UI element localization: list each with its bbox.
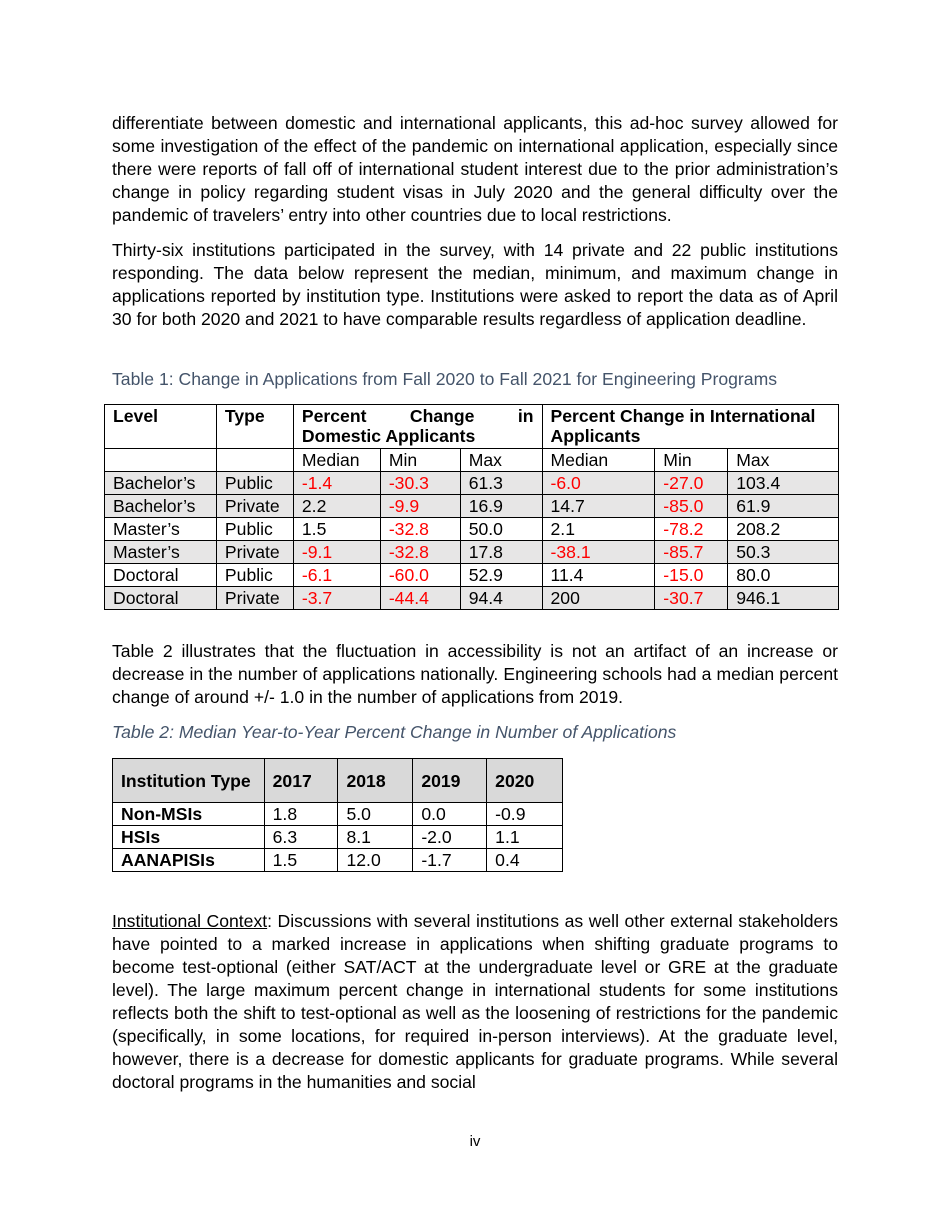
paragraph-intro: differentiate between domestic and international applicants, this ad-hoc survey allowed for some investigation of the effect of the pandemic on international application, especially since there were reports of fall off of international student interest due to the prior administration’s change in policy regarding student visas in July 2020 and the general difficulty over the pandemic of travelers’ entry into other countries due to local restrictions. (112, 113, 838, 225)
table1-cell: -60.0 (380, 564, 460, 587)
table1-subheader: Max (728, 449, 839, 472)
table1-cell: 946.1 (728, 587, 839, 610)
table1-caption: Table 1: Change in Applications from Fall 2020 to Fall 2021 for Engineering Programs (112, 369, 778, 389)
table1-cell: 2.1 (542, 518, 655, 541)
table-row (105, 518, 839, 541)
table1-subheader-row (105, 449, 839, 472)
table1-subheader-empty (216, 449, 293, 472)
table1-cell-level: Doctoral (105, 564, 217, 587)
table1-cell-level: Doctoral (105, 587, 217, 610)
table1-cell-level: Master’s (105, 518, 217, 541)
table-row (105, 472, 839, 495)
table1-cell: 80.0 (728, 564, 839, 587)
table1-cell: 50.3 (728, 541, 839, 564)
paragraph-institutional-context (112, 910, 838, 1094)
table-row (105, 587, 839, 610)
table1-header-domestic: Percent Change in Domestic Applicants (293, 405, 542, 449)
page-number: iv (469, 1133, 481, 1150)
table1-cell-type: Public (216, 564, 293, 587)
table1-cell: 50.0 (460, 518, 542, 541)
table2 (112, 758, 563, 872)
table2-cell: 1.8 (264, 803, 338, 826)
table1-cell: 61.9 (728, 495, 839, 518)
table1-cell: -1.4 (293, 472, 380, 495)
table1-cell: 2.2 (293, 495, 380, 518)
table2-cell: 1.5 (264, 849, 338, 872)
table1-cell: 17.8 (460, 541, 542, 564)
table-row (113, 826, 563, 849)
paragraph-survey: Thirty-six institutions participated in the survey, with 14 private and 22 public institutions responding. The data below represent the median, minimum, and maximum change in applications reported by institution type. Institutions were asked to report the data as of April 30 for both 2020 and 2021 to have comparable results regardless of application deadline. (112, 240, 838, 329)
table1-cell: 208.2 (728, 518, 839, 541)
table1-cell: -30.3 (380, 472, 460, 495)
table1-subheader: Median (542, 449, 655, 472)
table1-cell-type: Public (216, 472, 293, 495)
table2-caption: Table 2: Median Year-to-Year Percent Change in Number of Applications (112, 722, 677, 742)
table1-cell: -85.7 (655, 541, 728, 564)
table1-cell: 11.4 (542, 564, 655, 587)
table1-cell: 16.9 (460, 495, 542, 518)
table2-cell-type: Non-MSIs (113, 803, 265, 826)
table1-cell: -27.0 (655, 472, 728, 495)
table-row (113, 849, 563, 872)
table1-cell: -9.9 (380, 495, 460, 518)
table1-cell: -32.8 (380, 518, 460, 541)
table1-cell: 14.7 (542, 495, 655, 518)
table1-cell: -85.0 (655, 495, 728, 518)
table2-header-type: Institution Type (113, 759, 265, 803)
table1-cell-type: Private (216, 541, 293, 564)
table2-cell-type: AANAPISIs (113, 849, 265, 872)
table1-cell-level: Master’s (105, 541, 217, 564)
table1-cell: 200 (542, 587, 655, 610)
table1-cell: 52.9 (460, 564, 542, 587)
table2-header-year: 2020 (487, 759, 563, 803)
table1-cell: 1.5 (293, 518, 380, 541)
table1-header-type: Type (216, 405, 293, 449)
table2-cell: 12.0 (338, 849, 413, 872)
table1-subheader: Max (460, 449, 542, 472)
table1-header-international: Percent Change in International Applicants (542, 405, 838, 449)
table2-cell: 6.3 (264, 826, 338, 849)
table1-cell: -9.1 (293, 541, 380, 564)
table1 (104, 404, 839, 610)
table1-cell: -15.0 (655, 564, 728, 587)
table1-cell-type: Public (216, 518, 293, 541)
table1-cell-level: Bachelor’s (105, 495, 217, 518)
table1-cell: 94.4 (460, 587, 542, 610)
table2-cell: -2.0 (413, 826, 487, 849)
table1-subheader: Min (655, 449, 728, 472)
table2-cell-type: HSIs (113, 826, 265, 849)
table2-cell: -1.7 (413, 849, 487, 872)
table1-cell-level: Bachelor’s (105, 472, 217, 495)
table-row (105, 541, 839, 564)
table2-header-year: 2019 (413, 759, 487, 803)
table1-subheader: Min (380, 449, 460, 472)
table1-subheader-empty (105, 449, 217, 472)
table2-cell: 0.4 (487, 849, 563, 872)
table-row (113, 803, 563, 826)
table2-header-year: 2017 (264, 759, 338, 803)
table1-cell: 103.4 (728, 472, 839, 495)
institutional-context-body: : Discussions with several institutions as well other external stakeholders have pointed to a marked increase in applications when shifting graduate programs to become test-optional (either SAT/ACT at the undergraduate level or GRE at the graduate level). The large maximum percent change in international students for some institutions reflects both the shift to test-optional as well as the loosening of restrictions for the pandemic (specifically, in some locations, for required in-person interviews). At the graduate level, however, there is a decrease for domestic applicants for graduate programs. While several doctoral programs in the humanities and social (112, 911, 838, 1092)
table1-cell: -6.1 (293, 564, 380, 587)
table-row (105, 564, 839, 587)
table2-cell: 1.1 (487, 826, 563, 849)
table1-cell: -44.4 (380, 587, 460, 610)
table1-header-level: Level (105, 405, 217, 449)
table1-cell: -32.8 (380, 541, 460, 564)
table1-cell: -30.7 (655, 587, 728, 610)
institutional-context-label: Institutional Context (112, 911, 268, 931)
table2-header-year: 2018 (338, 759, 413, 803)
table2-cell: 0.0 (413, 803, 487, 826)
table2-cell: 5.0 (338, 803, 413, 826)
table2-cell: -0.9 (487, 803, 563, 826)
table2-cell: 8.1 (338, 826, 413, 849)
table1-cell-type: Private (216, 587, 293, 610)
table1-cell: 61.3 (460, 472, 542, 495)
table1-cell: -6.0 (542, 472, 655, 495)
table1-cell: -38.1 (542, 541, 655, 564)
paragraph-table2-intro: Table 2 illustrates that the fluctuation in accessibility is not an artifact of an increase or decrease in the number of applications nationally. Engineering schools had a median percent change of around +/- 1.0 in the number of applications from 2019. (112, 641, 838, 707)
table1-cell: -78.2 (655, 518, 728, 541)
table-row (105, 495, 839, 518)
table1-subheader: Median (293, 449, 380, 472)
table1-cell: -3.7 (293, 587, 380, 610)
table1-cell-type: Private (216, 495, 293, 518)
